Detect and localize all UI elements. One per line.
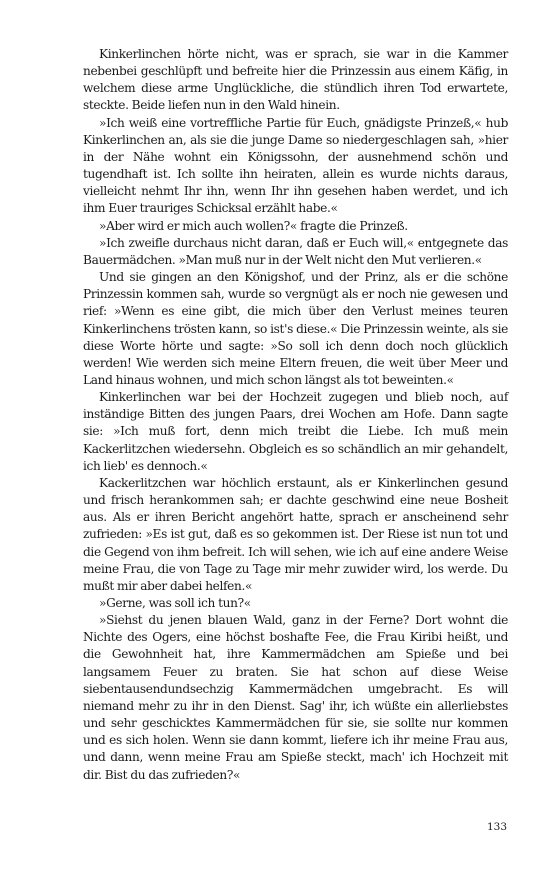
paragraph: Kinkerlinchen war bei der Hochzeit zugegen und blieb noch, auf inständige Bitten des jungen Paars, drei Wochen am Hofe. Dann sagte sie: »Ich muß fort, denn mich treibt die Liebe. Ich muß mein Kackerlitzchen wiedersehn. Obgleich es so schändlich an mir gehandelt, ich lieb' es dennoch.« — [83, 390, 508, 473]
paragraph: »Ich zweifle durchaus nicht daran, daß er Euch will,« entgegnete das Bauermädchen. »Man muß nur in der Welt nicht den Mut verlieren.« — [83, 235, 508, 267]
page-number: 133 — [486, 821, 507, 833]
paragraph: »Ich weiß eine vortreffliche Partie für Euch, gnädigste Prinzeß,« hub Kinkerlinchen an, als sie die junge Dame so niedergeschlagen sah, »hier in der Nähe wohnt ein Königssohn, der ausnehmend schön und tugendhaft ist. Ich sollte ihn heiraten, allein es wurde nichts daraus, vielleicht nehmt Ihr ihn, wenn Ihr ihn gesehen haben werdet, und ich ihm Euer trauriges Schicksal erzählt habe.« — [83, 115, 508, 216]
paragraph: Kackerlitzchen war höchlich erstaunt, als er Kinkerlinchen gesund und frisch herankommen sah; er dachte geschwind eine neue Bosheit aus. Als er ihren Bericht angehört hatte, sprach er anscheinend sehr zufrieden: »Es ist gut, daß es so gekommen ist. Der Riese ist nun tot und die Gegend von ihm befreit. Ich will sehen, wie ich auf eine andere Weise meine Frau, die von Tage zu Tage mir mehr zuwider wird, los werde. Du mußt mir aber dabei helfen.« — [83, 475, 508, 593]
paragraph: »Siehst du jenen blauen Wald, ganz in der Ferne? Dort wohnt die Nichte des Ogers, eine höchst boshafte Fee, die Frau Kiribi heißt, und die Gewohnheit hat, ihre Kammermädchen am Spieße und bei langsamem Feuer zu braten. Sie hat schon auf diese Weise siebentausendundsechzig Kammermädchen umgebracht. Es will niemand mehr zu ihr in den Dienst. Sag' ihr, ich wüßte ein allerliebstes und sehr geschicktes Kammermädchen für sie, sie sollte nur kommen und es sich holen. Wenn sie dann kommt, liefere ich ihr meine Frau aus, und dann, wenn meine Frau am Spieße steckt, mach' ich Hochzeit mit dir. Bist du das zufrieden?« — [83, 613, 508, 782]
paragraph: Kinkerlinchen hörte nicht, was er sprach, sie war in die Kammer nebenbei geschlüpft und befreite hier die Prinzessin aus einem Käfig, in welchem diese arme Unglückliche, die stündlich ihren Tod erwartete, steckte. Beide liefen nun in den Wald hinein. — [83, 47, 508, 113]
paragraph: Und sie gingen an den Königshof, und der Prinz, als er die schöne Prinzessin kommen sah, wurde so vergnügt als er noch nie gewesen und rief: »Wenn es eine gibt, die mich über den Verlust meines teuren Kinkerlinchens trösten kann, so ist's diese.« Die Prinzessin weinte, als sie diese Worte hörte und sagte: »So soll ich denn doch noch glücklich werden! Wie werden sich meine Eltern freuen, die weit über Meer und Land hinaus wohnen, und mich schon längst als tot beweinten.« — [83, 270, 508, 387]
page-text — [83, 46, 508, 784]
paragraph: »Aber wird er mich auch wollen?« fragte die Prinzeß. — [99, 218, 408, 233]
paragraph: »Gerne, was soll ich tun?« — [99, 596, 251, 610]
